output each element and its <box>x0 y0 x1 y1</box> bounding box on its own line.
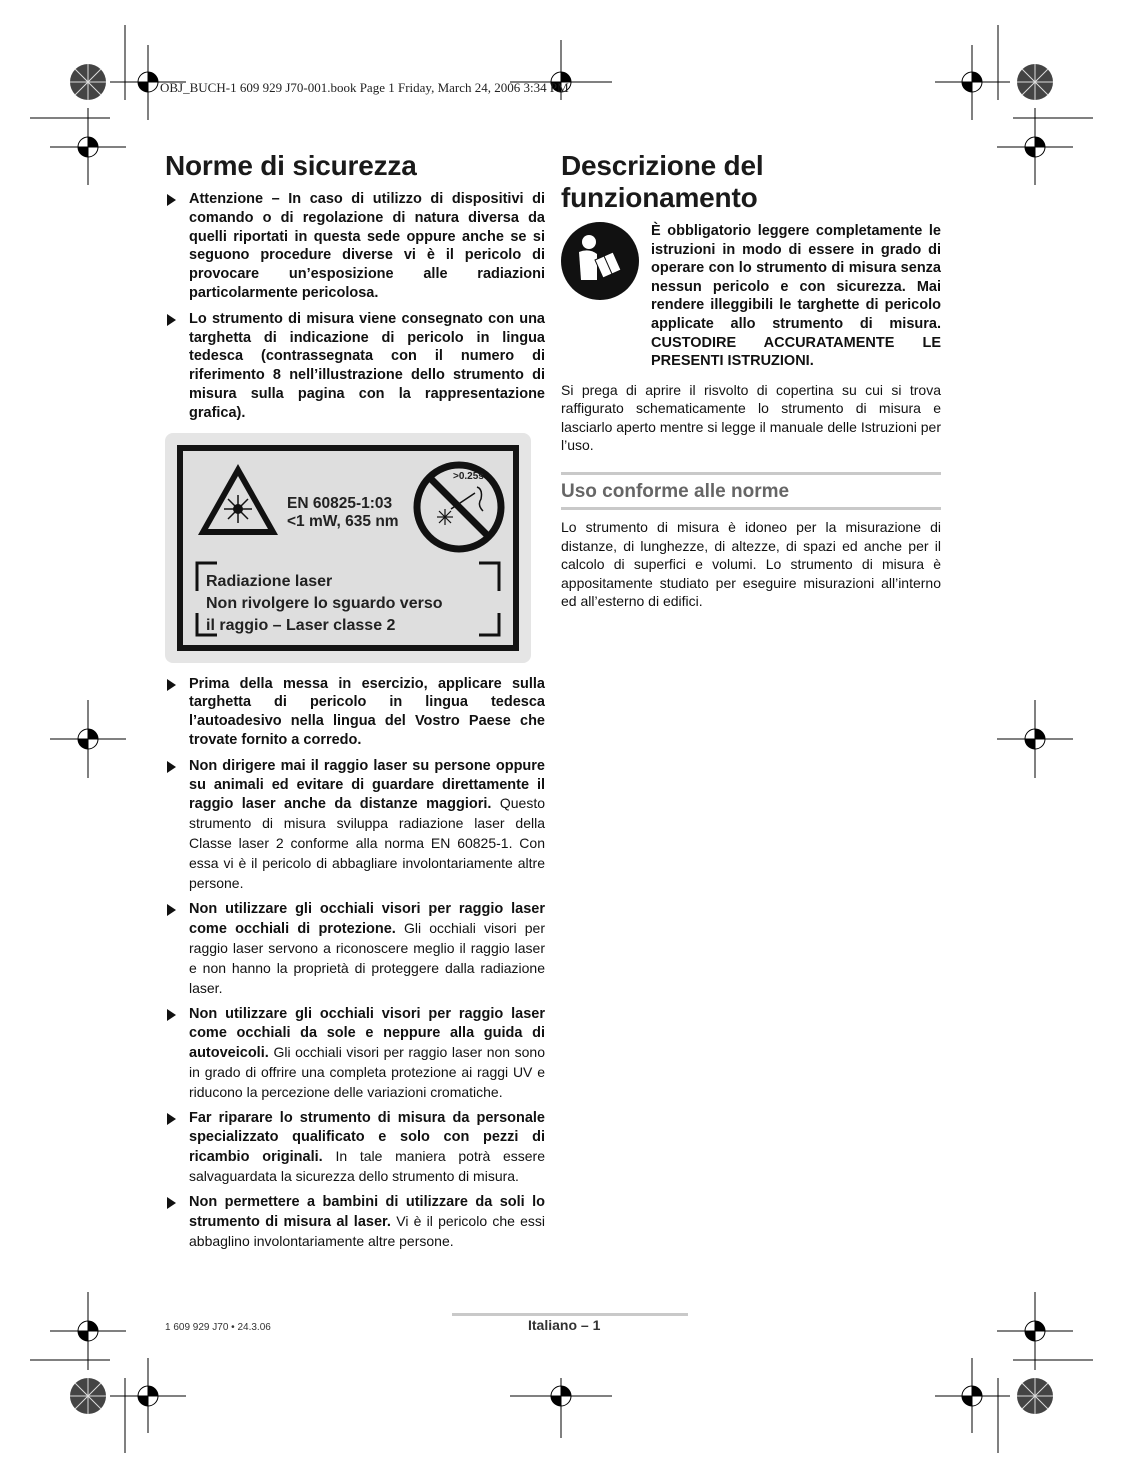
safety-title: Norme di sicurezza <box>165 150 417 181</box>
bullet-detail: Gli occhiali visori per raggio laser servono a riconoscere meglio il raggio laser e non hanno la proprietà di proteggere dalla radiazione laser. <box>189 920 545 996</box>
doc-number: 1 609 929 J70 • 24.3.06 <box>165 1322 271 1333</box>
bullet-item <box>165 675 545 750</box>
intro-warning: È obbligatorio leggere completamente le istruzioni in modo di essere in grado di operare con lo strumento di misura senza nessun pericolo e con sicurezza. Mai rendere illeggibili le targhette di pericolo applicate allo strumento di misura. CUSTODIRE ACCURATAMENTE LE PRESENTI ISTRUZIONI. <box>651 223 941 370</box>
label-warning-line: il raggio – Laser classe 2 <box>206 616 396 634</box>
bullet-arrow-icon <box>167 1009 176 1021</box>
exposure-time: >0.25s <box>453 470 484 482</box>
label-warning-line: Non rivolgere lo sguardo verso <box>206 594 443 612</box>
read-instructions-block <box>561 222 941 371</box>
bullet-arrow-icon <box>167 194 176 206</box>
paragraph: Si prega di aprire il risvolto di copertina su cui si trova raffigurato schematicamente lo strumento di misura e lasciarlo aperto mentre si legge il manuale delle Istruzioni per l’uso. <box>561 381 941 453</box>
bullet-text: Non utilizzare gli occhiali visori per raggio laser come occhiali di protezione. <box>189 901 545 938</box>
bullet-text: Attenzione – In caso di utilizzo di dispositivi di comando o di regolazione di natura diversa da quelli riportati in questa sede oppure anche se si seguono procedure diverse vi è il pericolo di provocare un’esposizione alle radiazioni particolarmente pericolosa. <box>189 191 545 301</box>
bullet-item <box>165 900 545 998</box>
divider <box>561 507 941 510</box>
right-column <box>561 150 941 628</box>
bullet-item <box>165 1109 545 1186</box>
bullet-item <box>165 1005 545 1102</box>
label-warning-line: Radiazione laser <box>206 572 333 590</box>
bullet-arrow-icon <box>167 761 176 773</box>
title-line: funzionamento <box>561 182 758 213</box>
bullet-detail: Vi è il pericolo che essi abbaglino involontariamente altre persone. <box>189 1213 545 1250</box>
bullet-item <box>165 1193 545 1251</box>
bullet-item <box>165 310 545 423</box>
bullet-text: Non utilizzare gli occhiali visori per raggio laser come occhiali da sole e neppure alla guida di autoveicoli. <box>189 1006 545 1061</box>
bullet-text: Lo strumento di misura viene consegnato con una targhetta di indicazione di pericolo in lingua tedesca (contrassegnata con il numero di riferimento 8 nell’illustrazione dello strumento di misura sulla pagina con la rappresentazione grafica). <box>189 310 545 421</box>
label-power: <1 mW, 635 nm <box>287 512 399 530</box>
bullet-arrow-icon <box>167 314 176 326</box>
bullet-arrow-icon <box>167 679 176 691</box>
print-header: OBJ_BUCH-1 609 929 J70-001.book Page 1 Friday, March 24, 2006 3:34 PM <box>160 80 569 95</box>
label-standard: EN 60825-1:03 <box>287 494 393 512</box>
left-column <box>165 150 545 1259</box>
read-manual-icon <box>561 222 639 300</box>
bullet-arrow-icon <box>167 1197 176 1209</box>
description-title <box>561 150 941 214</box>
bullet-detail: Questo strumento di misura sviluppa radiazione laser della Classe laser 2 conforme alla norma EN 60825-1. Con essa vi è il pericolo di abbagliare involontariamente altre persone. <box>189 795 545 891</box>
title-line: Descrizione del <box>561 150 764 181</box>
bullet-arrow-icon <box>167 1113 176 1125</box>
bullet-item <box>165 190 545 303</box>
footer-divider <box>452 1313 688 1316</box>
bullet-detail: In tale maniera potrà essere salvaguardata la sicurezza dello strumento di misura. <box>189 1147 545 1184</box>
bullet-detail: Gli occhiali visori per raggio laser non sono in grado di offrire una completa protezione ai raggi UV e riducono la percezione delle variazioni cromatiche. <box>189 1043 545 1100</box>
bullet-text: Far riparare lo strumento di misura da personale specializzato qualificato e solo con pezzi di ricambio originali. <box>189 1110 545 1165</box>
bullet-item <box>165 757 545 894</box>
paragraph: Lo strumento di misura è idoneo per la misurazione di distanze, di lunghezze, di altezze, di spazi ed anche per il calcolo di superfici e volumi. Lo strumento di misura è appositamente studiato per eseguire misurazioni all’interno ed all’esterno di edifici. <box>561 519 941 609</box>
section-heading: Uso conforme alle norme <box>561 481 790 503</box>
bullet-text: Prima della messa in esercizio, applicare sulla targhetta di pericolo in lingua tedesca l’autoadesivo nella lingua del Vostro Paese che trovate fornito a corredo. <box>189 675 545 748</box>
bullet-text: Non dirigere mai il raggio laser su persone oppure su animali ed evitare di guardare direttamente il raggio laser anche da distanze maggiori. <box>189 757 545 813</box>
page-number: Italiano – 1 <box>528 1317 601 1333</box>
bullet-text: Non permettere a bambini di utilizzare da soli lo strumento di misura al laser. <box>189 1194 545 1231</box>
laser-warning-label <box>165 433 531 663</box>
bullet-arrow-icon <box>167 904 176 916</box>
